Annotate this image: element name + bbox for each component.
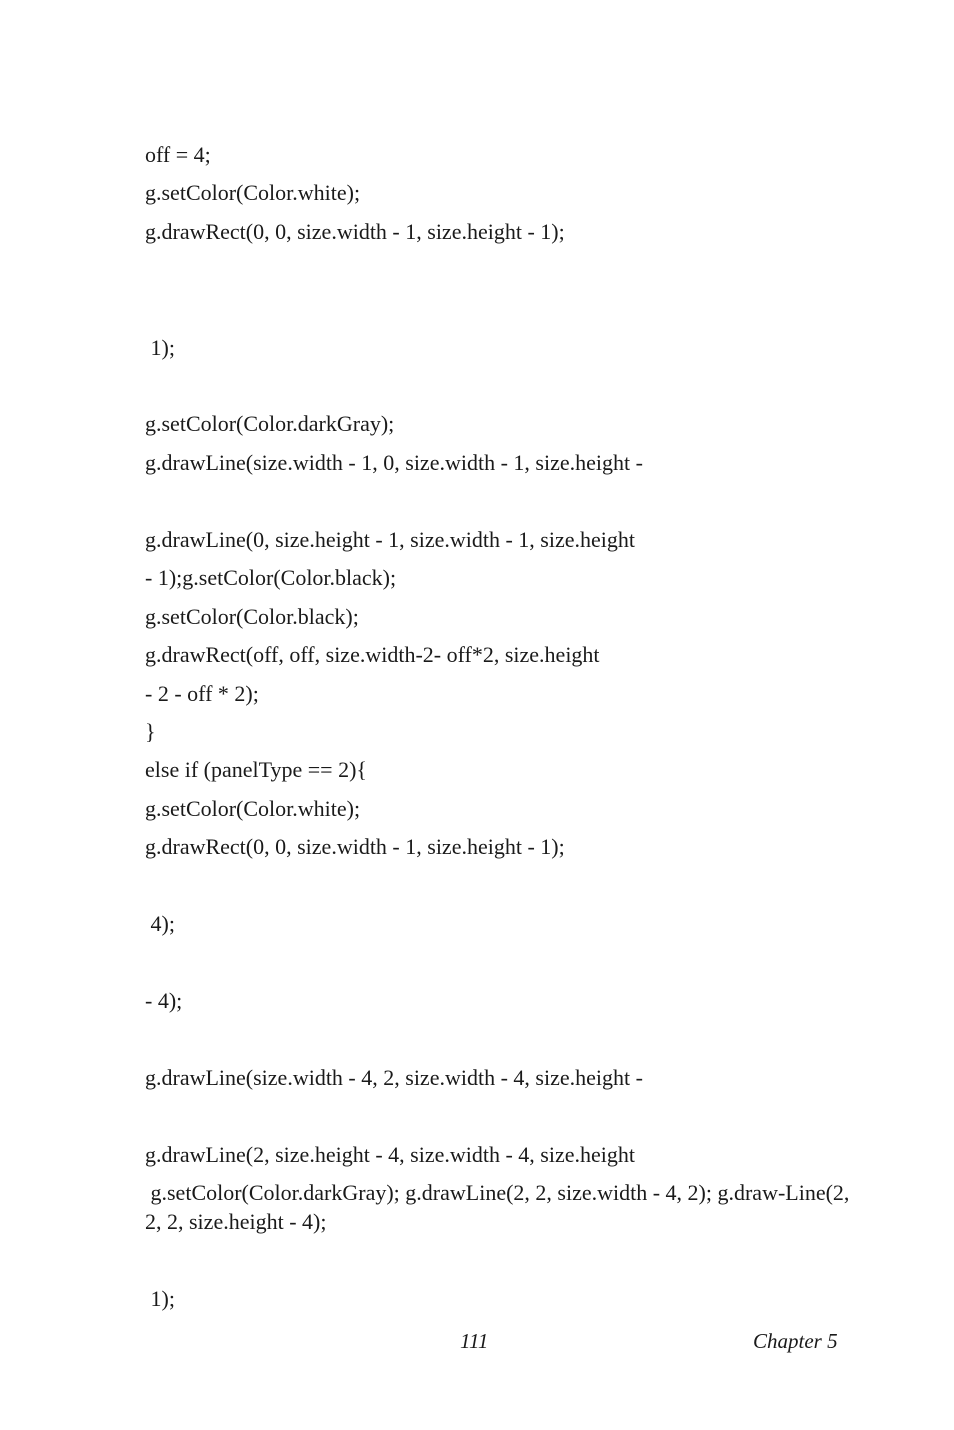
code-line: }	[145, 719, 156, 744]
code-line: 1);	[145, 1286, 175, 1311]
code-line: g.setColor(Color.black);	[145, 604, 359, 629]
code-line: g.drawLine(0, size.height - 1, size.width - 1, size.height	[145, 527, 635, 552]
code-line: g.drawRect(0, 0, size.width - 1, size.height - 1);	[145, 834, 565, 859]
code-line: g.setColor(Color.white);	[145, 180, 361, 205]
code-line: - 1);g.setColor(Color.black);	[145, 565, 397, 590]
chapter-label: Chapter 5	[753, 1329, 838, 1353]
code-line: g.setColor(Color.darkGray); g.drawLine(2, 2, size.width - 4, 2); g.draw-Line(2, 2, 2, size.height - 4);	[145, 1180, 855, 1234]
code-line: g.setColor(Color.white);	[145, 796, 361, 821]
code-line: 4);	[145, 911, 175, 936]
code-line: 1);	[145, 335, 175, 360]
code-line: - 2 - off * 2);	[145, 681, 259, 706]
code-line: - 4);	[145, 988, 183, 1013]
code-line: g.drawLine(size.width - 1, 0, size.width - 1, size.height -	[145, 450, 643, 475]
code-line: g.drawRect(0, 0, size.width - 1, size.height - 1);	[145, 219, 565, 244]
code-line: else if (panelType == 2){	[145, 757, 367, 782]
page-number: 111	[460, 1329, 489, 1353]
code-line: g.drawRect(off, off, size.width-2- off*2, size.height	[145, 642, 600, 667]
code-line: off = 4;	[145, 142, 211, 167]
code-line: g.drawLine(2, size.height - 4, size.width - 4, size.height	[145, 1142, 635, 1167]
code-line: g.drawLine(size.width - 4, 2, size.width - 4, size.height -	[145, 1065, 643, 1090]
code-line: g.setColor(Color.darkGray);	[145, 411, 395, 436]
